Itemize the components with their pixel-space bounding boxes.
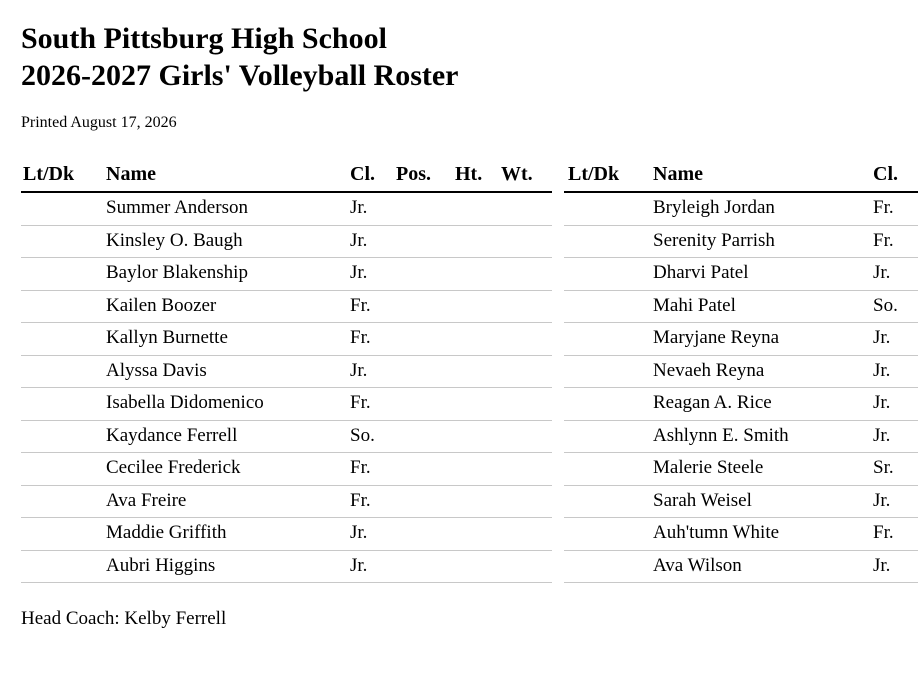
player-name: Cecilee Frederick	[106, 457, 241, 478]
header-class: Cl.	[350, 163, 375, 185]
player-class: Jr.	[350, 554, 368, 576]
roster-table-left	[21, 160, 552, 583]
player-name: Ashlynn E. Smith	[653, 424, 789, 446]
player-name: Reagan A. Rice	[653, 392, 772, 413]
player-class: Jr.	[350, 197, 368, 218]
table-row	[564, 453, 918, 486]
player-name: Serenity Parrish	[653, 229, 775, 251]
table-row	[21, 486, 552, 519]
player-class: Fr.	[350, 294, 371, 316]
table-row	[564, 258, 918, 291]
table-row	[21, 356, 552, 389]
player-class: Jr.	[350, 359, 368, 381]
player-name: Bryleigh Jordan	[653, 197, 775, 218]
roster-title: 2026-2027 Girls' Volleyball Roster	[21, 59, 459, 92]
player-name: Nevaeh Reyna	[653, 359, 765, 381]
player-name: Maryjane Reyna	[653, 327, 780, 348]
player-name: Baylor Blakenship	[106, 262, 248, 283]
player-class: Jr.	[873, 327, 891, 348]
table-row	[564, 518, 918, 551]
page-title	[21, 20, 459, 94]
player-class: Fr.	[873, 522, 894, 543]
player-name: Isabella Didomenico	[106, 392, 264, 413]
player-name: Kallyn Burnette	[106, 327, 228, 348]
player-name: Malerie Steele	[653, 457, 764, 478]
player-class: Fr.	[350, 457, 371, 478]
player-class: Jr.	[873, 359, 891, 381]
table-header	[21, 160, 552, 193]
player-class: Jr.	[873, 392, 891, 413]
player-class: Fr.	[350, 392, 371, 413]
player-name: Dharvi Patel	[653, 262, 749, 283]
table-row	[564, 486, 918, 519]
table-row	[21, 226, 552, 259]
player-name: Kaydance Ferrell	[106, 424, 238, 446]
table-row	[21, 388, 552, 421]
header-height: Ht.	[455, 163, 483, 185]
player-class: Jr.	[350, 522, 368, 543]
header-lt-dk: Lt/Dk	[23, 163, 75, 185]
header-name: Name	[653, 163, 703, 185]
roster-table-right	[564, 160, 918, 583]
player-class: So.	[873, 294, 898, 316]
table-row	[21, 323, 552, 356]
player-class: Sr.	[873, 457, 894, 478]
table-header	[564, 160, 918, 193]
table-row	[564, 226, 918, 259]
table-row	[564, 291, 918, 324]
header-lt-dk: Lt/Dk	[568, 163, 620, 185]
player-name: Summer Anderson	[106, 197, 248, 218]
player-name: Sarah Weisel	[653, 489, 752, 511]
player-name: Kailen Boozer	[106, 294, 217, 316]
table-body	[21, 193, 552, 583]
table-row	[564, 421, 918, 454]
table-row	[21, 421, 552, 454]
printed-date: Printed August 17, 2026	[21, 114, 177, 131]
school-name: South Pittsburg High School	[21, 22, 387, 55]
player-class: Fr.	[873, 229, 894, 251]
player-class: Jr.	[873, 554, 891, 576]
table-row	[564, 193, 918, 226]
player-class: Jr.	[873, 424, 891, 446]
table-body	[564, 193, 918, 583]
table-row	[21, 291, 552, 324]
player-name: Ava Freire	[106, 489, 187, 511]
player-name: Aubri Higgins	[106, 554, 216, 576]
header-class: Cl.	[873, 163, 898, 185]
player-class: Jr.	[873, 262, 891, 283]
player-class: Jr.	[350, 229, 368, 251]
player-class: Fr.	[350, 489, 371, 511]
table-row	[564, 323, 918, 356]
player-name: Ava Wilson	[653, 554, 742, 576]
player-class: So.	[350, 424, 375, 446]
player-class: Fr.	[350, 327, 371, 348]
player-name: Mahi Patel	[653, 294, 736, 316]
player-name: Kinsley O. Baugh	[106, 229, 243, 251]
player-class: Jr.	[873, 489, 891, 511]
player-class: Fr.	[873, 197, 894, 218]
header-weight: Wt.	[501, 163, 533, 185]
table-row	[564, 551, 918, 584]
table-row	[21, 258, 552, 291]
header-name: Name	[106, 163, 156, 185]
table-row	[21, 193, 552, 226]
table-row	[21, 551, 552, 584]
table-row	[564, 356, 918, 389]
player-name: Maddie Griffith	[106, 522, 227, 543]
head-coach: Head Coach: Kelby Ferrell	[21, 608, 227, 629]
header-position: Pos.	[396, 163, 431, 185]
player-name: Alyssa Davis	[106, 359, 207, 381]
table-row	[21, 453, 552, 486]
table-row	[564, 388, 918, 421]
table-row	[21, 518, 552, 551]
player-name: Auh'tumn White	[653, 522, 780, 543]
player-class: Jr.	[350, 262, 368, 283]
